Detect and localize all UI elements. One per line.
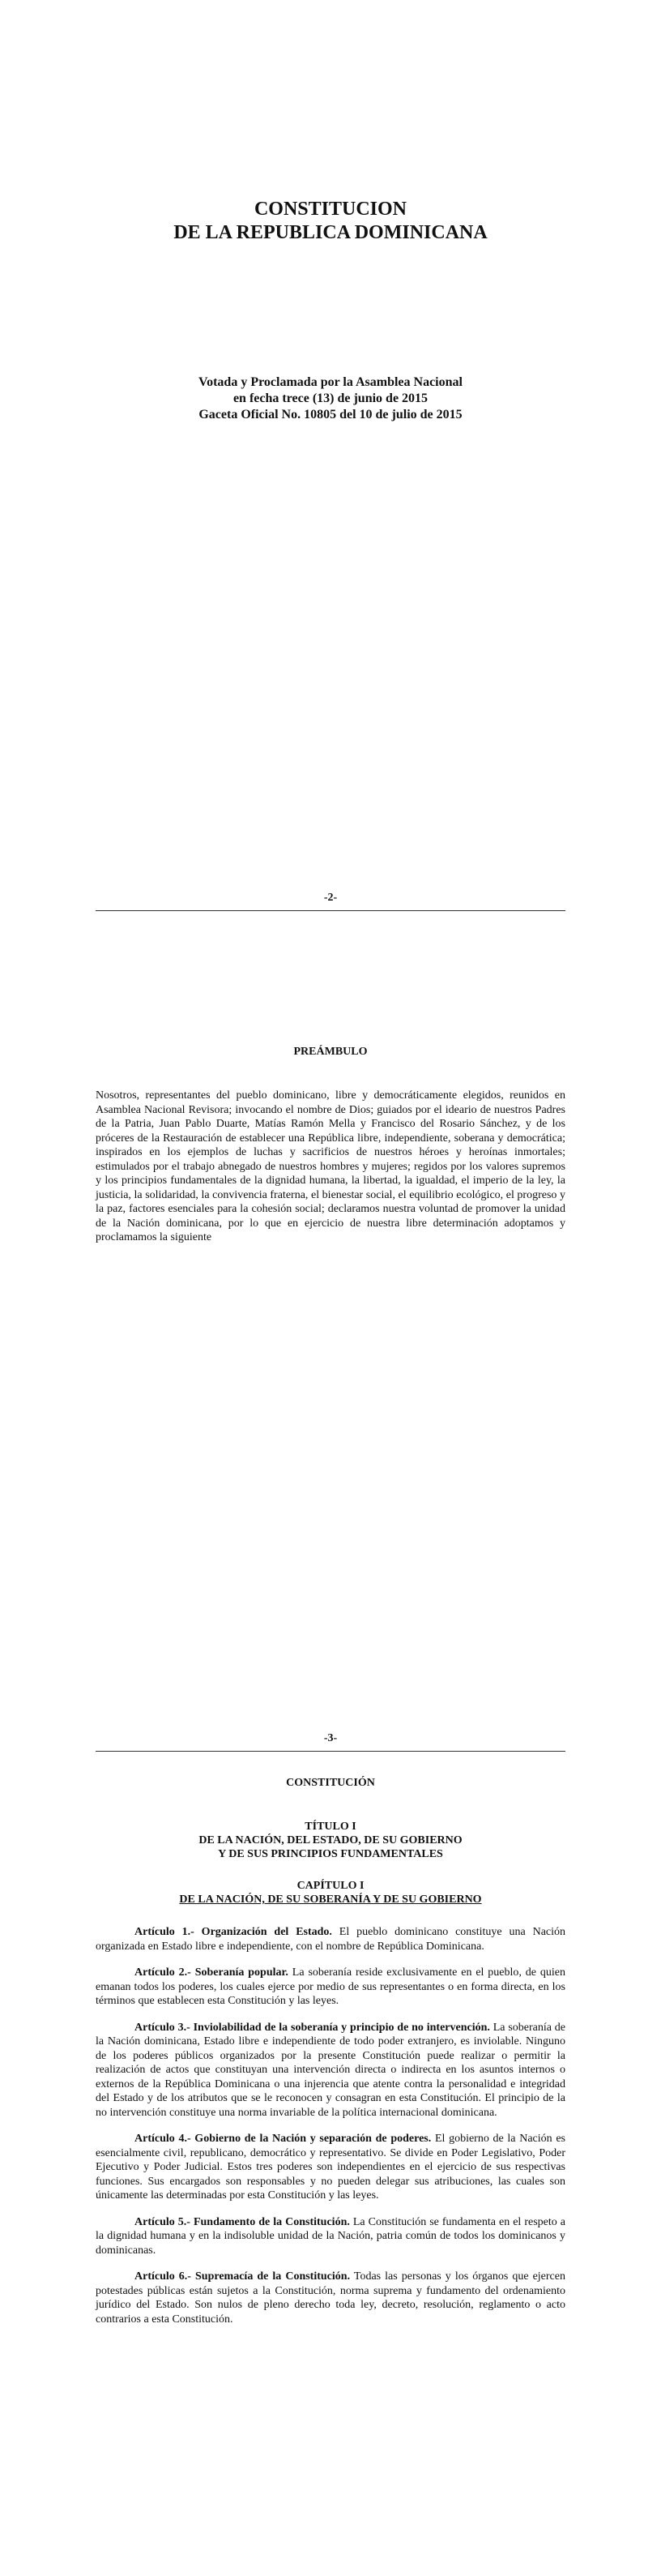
titulo-number: TÍTULO I: [305, 1821, 356, 1833]
page-divider: [96, 1751, 565, 1752]
info-line-1: Votada y Proclamada por la Asamblea Nacional: [198, 375, 463, 389]
article-text: La soberanía de la Nación dominicana, Estado libre e independiente de todo poder extranjero, es inviolable. Ninguno de los poderes públicos organizados por la presente Constitución puede realizar o permitir la realización de actos que constituyan una intervención directa o indirecta en los asuntos internos o externos de la República Dominicana o una injerencia que atente contra la personalidad e integridad del Estado y de los atributos que se le reconocen y consagran en esta Constitución. El principio de la no intervención constituye una norma invariable de la política internacional dominicana.: [96, 2021, 565, 2119]
titulo-name-line-2: Y DE SUS PRINCIPIOS FUNDAMENTALES: [218, 1848, 443, 1860]
titulo-name-line-1: DE LA NACIÓN, DEL ESTADO, DE SU GOBIERNO: [198, 1834, 463, 1846]
article-title: Artículo 6.- Supremacía de la Constitución.: [134, 2270, 351, 2283]
title-line-2: DE LA REPUBLICA DOMINICANA: [173, 222, 488, 243]
article-title: Artículo 1.- Organización del Estado.: [134, 1926, 332, 1938]
article-text: La soberanía reside exclusivamente en el pueblo, de quien emanan todos los poderes, los cuales ejerce por medio de sus representantes o en forma directa, en los términos que establecen esta Constitución y las leyes.: [96, 1966, 565, 2007]
capitulo-name: DE LA NACIÓN, DE SU SOBERANÍA Y DE SU GOBIERNO: [179, 1893, 482, 1906]
preamble-heading: PREÁMBULO: [293, 1046, 368, 1058]
article-text: El pueblo dominicano constituye una Nación organizada en Estado libre e independiente, con el nombre de República Dominicana.: [96, 1926, 566, 1953]
article: [96, 2215, 565, 2258]
article-text: El gobierno de la Nación es esencialmente civil, republicano, democrático y representativo. Se divide en Poder Legislativo, Poder Ejecutivo y Poder Judicial. Estos tres poderes son independientes en el ejercicio de sus respectivas funciones. Sus encargados son responsables y no pueden delegar sus atribuciones, las cuales son únicamente las determinadas por esta Constitución y las leyes.: [96, 2133, 565, 2202]
article: [96, 2021, 565, 2120]
publication-info: [0, 374, 661, 423]
capitulo-heading: [0, 1879, 661, 1906]
title-line-1: CONSTITUCION: [254, 199, 407, 220]
constitution-heading: CONSTITUCIÓN: [286, 1777, 375, 1789]
info-line-2: en fecha trece (13) de junio de 2015: [232, 392, 429, 405]
info-line-3: Gaceta Oficial No. 10805 del 10 de julio de 2015: [198, 408, 463, 421]
titulo-heading: [0, 1820, 661, 1861]
article-text: Todas las personas y los órganos que ejercen potestades públicas están sujetos a la Constitución, norma suprema y fundamento del ordenamiento jurídico del Estado. Son nulos de pleno derecho toda ley, decreto, resolución, reglamento o acto contrarios a esta Constitución.: [96, 2270, 565, 2326]
article: [96, 2270, 565, 2326]
article: [96, 2132, 565, 2203]
article: [96, 1966, 565, 2009]
articles-list: [96, 1925, 565, 2339]
article-title: Artículo 2.- Soberanía popular.: [134, 1966, 288, 1979]
article-title: Artículo 4.- Gobierno de la Nación y separación de poderes.: [134, 2133, 432, 2145]
article: [96, 1925, 565, 1953]
document-title: [0, 198, 661, 245]
page-number: -3-: [323, 1732, 338, 1744]
article-text: La Constitución se fundamenta en el respeto a la dignidad humana y en la indisoluble unidad de la Nación, patria común de todos los dominicanos y dominicanas.: [96, 2215, 565, 2257]
page-number: -2-: [323, 892, 338, 904]
article-title: Artículo 5.- Fundamento de la Constitución.: [134, 2215, 350, 2228]
page-divider: [96, 910, 565, 911]
article-title: Artículo 3.- Inviolabilidad de la soberanía y principio de no intervención.: [134, 2021, 490, 2034]
capitulo-number: CAPÍTULO I: [296, 1880, 365, 1892]
preamble-text: Nosotros, representantes del pueblo dominicano, libre y democráticamente elegidos, reunidos en Asamblea Nacional Revisora; invocando el nombre de Dios; guiados por el ideario de nuestros Padres de la Patria, Juan Pablo Duarte, Matías Ramón Mella y Francisco del Rosario Sánchez, y de los próceres de la Restauración de establecer una República libre, independiente, soberana y democrática; inspirados en los ejemplos de luchas y sacrificios de nuestros héroes y heroínas inmortales; estimulados por el trabajo abnegado de nuestros hombres y mujeres; regidos por los valores supremos y los principios fundamentales de la dignidad humana, la libertad, la igualdad, el imperio de la ley, la justicia, la solidaridad, la convivencia fraterna, el bienestar social, el equilibrio ecológico, el progreso y la paz, factores esenciales para la cohesión social; declaramos nuestra voluntad de promover la unidad de la Nación dominicana, por lo que en ejercicio de nuestra libre determinación adoptamos y proclamamos la siguiente: [96, 1089, 565, 1243]
